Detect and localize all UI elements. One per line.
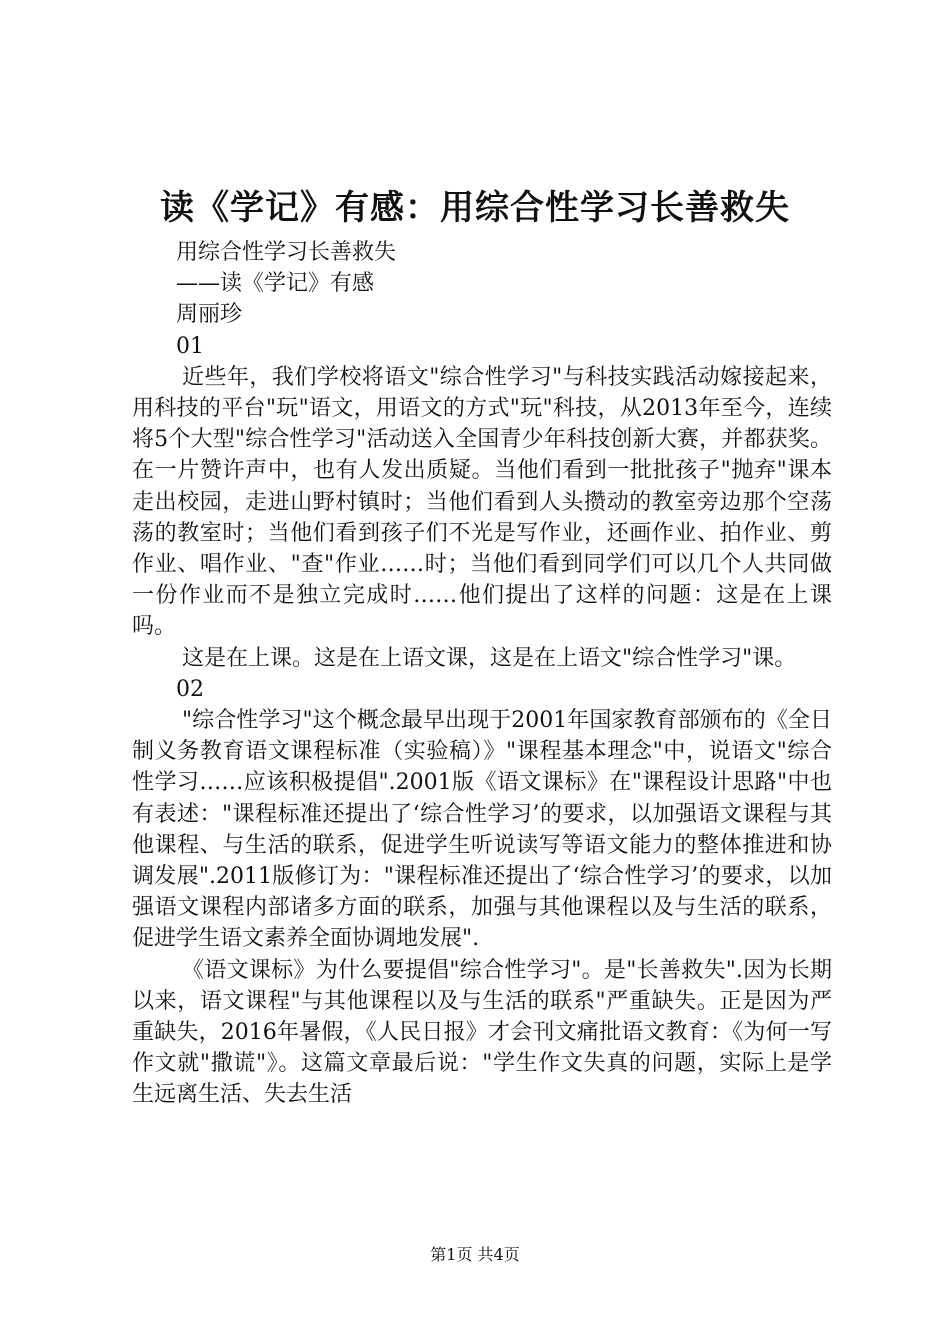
paragraph: 这是在上课。这是在上语文课，这是在上语文"综合性学习"课。 — [182, 645, 797, 671]
paragraph: "综合性学习"这个概念最早出现于2001年国家教育部颁布的《全日制义务教育语文课程标准（实验稿）》"课程基本理念"中，说语文"综合性学习……应该积极提倡".2001版《语文课标》在"课程设计思路"中也有表述："课程标准还提出了‘综合性学习’的要求，以加强语文课程与其他课程、与生活的联系，促进学生听说读写等语文能力的整体推进和协调发展".2011版修订为："课程标准还提出了‘综合性学习’的要求，以加强语文课程内部诸多方面的联系，加强与其他课程以及与生活的联系，促进学生语文素养全面协调地发展". — [132, 708, 832, 952]
section-number: 02 — [176, 676, 204, 702]
paragraph: 近些年，我们学校将语文"综合性学习"与科技实践活动嫁接起来，用科技的平台"玩"语文，用语文的方式"玩"科技，从2013年至今，连续将5个大型"综合性学习"活动送入全国青少年科技创新大赛，并都获奖。在一片赞许声中，也有人发出质疑。当他们看到一批批孩子"抛弃"课本走出校园，走进山野村镇时；当他们看到人头攒动的教室旁边那个空荡荡的教室时；当他们看到孩子们不光是写作业，还画作业、拍作业、剪作业、唱作业、"查"作业……时；当他们看到同学们可以几个人共同做一份作业而不是独立完成时……他们提出了这样的问题：这是在上课吗。 — [132, 364, 832, 640]
page-number-footer: 第1页 共4页 — [430, 1245, 520, 1264]
author-name: 周丽珍 — [176, 302, 243, 328]
subtitle: 用综合性学习长善救失 — [176, 240, 397, 265]
section-number: 01 — [176, 333, 204, 359]
document-title: 读《学记》有感：用综合性学习长善救失 — [160, 188, 790, 228]
subtitle-byline: ——读《学记》有感 — [176, 271, 375, 297]
document-body — [132, 237, 832, 1111]
paragraph: 《语文课标》为什么要提倡"综合性学习"。是"长善救失".因为长期以来，语文课程"与其他课程以及与生活的联系"严重缺失。正是因为严重缺失，2016年暑假，《人民日报》才会刊文痛批语文教育：《为何一写作文就"撒谎"》。这篇文章最后说："学生作文失真的问题，实际上是学生远离生活、失去生活 — [132, 957, 832, 1108]
